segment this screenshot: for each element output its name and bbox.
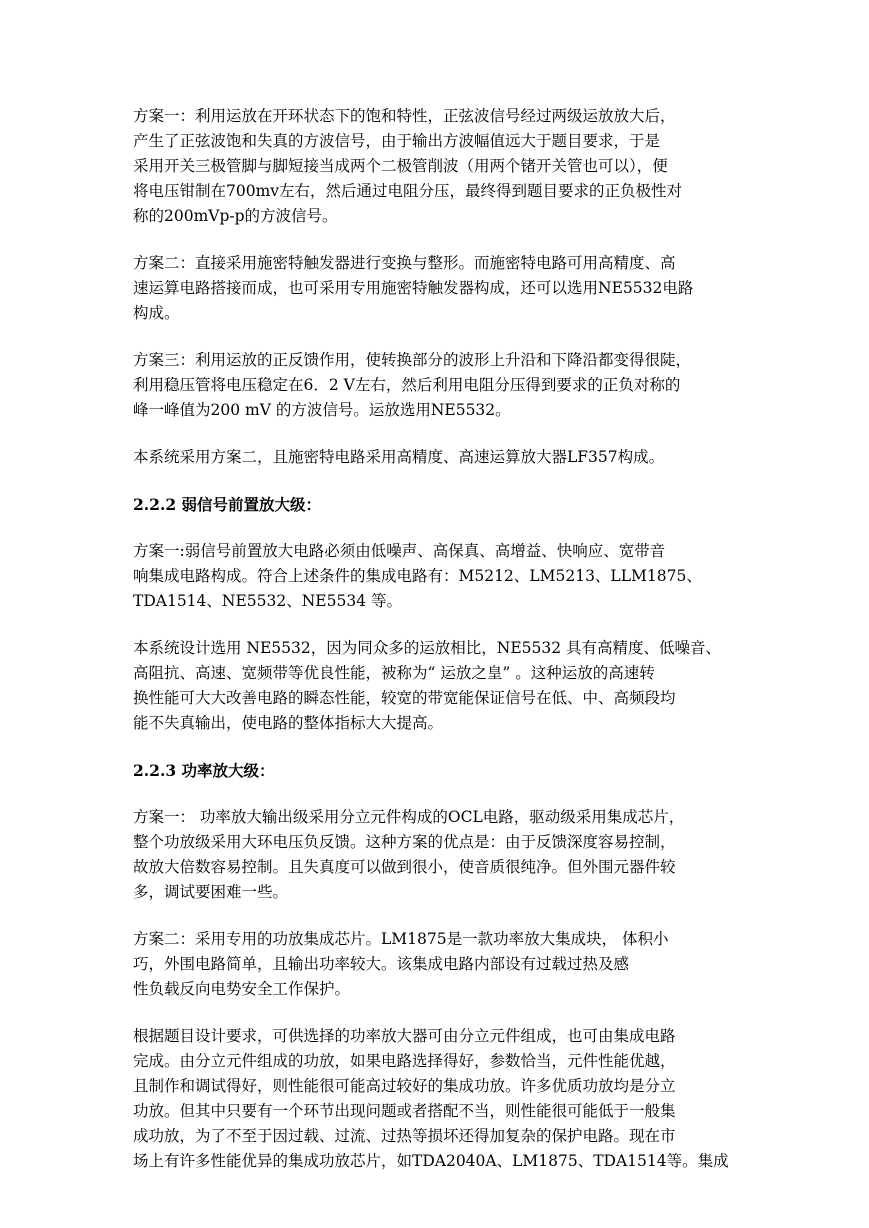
text-line: 采用开关三极管脚与脚短接当成两个二极管削波（用两个锗开关管也可以），便 <box>133 157 668 175</box>
text-line: 故放大倍数容易控制。且失真度可以做到很小，使音质很纯净。但外围元器件较 <box>133 858 676 876</box>
text-line: 能不失真输出，使电路的整体指标大大提高。 <box>133 714 444 732</box>
text-line: 将电压钳制在700mv左右，然后通过电阻分压，最终得到题目要求的正负极性对 <box>133 182 683 200</box>
text-line: 方案二：直接采用施密特触发器进行变换与整形。而施密特电路可用高精度、高 <box>133 254 676 272</box>
section-heading-2-2-3: 2.2.3 功率放大级： <box>133 761 275 780</box>
text-line: 成功放，为了不至于因过载、过流、过热等损坏还得加复杂的保护电路。现在市 <box>133 1127 676 1145</box>
text-line: 响集成电路构成。符合上述条件的集成电路有：M5212、LM5213、LLM1875、 <box>133 567 702 585</box>
section-heading-2-2-2: 2.2.2 弱信号前置放大级： <box>133 495 322 514</box>
paragraph-power-scheme-1 <box>133 805 738 905</box>
paragraph-scheme-1 <box>133 104 738 229</box>
paragraph-preamp-scheme-1 <box>133 539 738 614</box>
text-line: 高阻抗、高速、宽频带等优良性能，被称为“ 运放之皇” 。这种运放的高速转 <box>133 664 655 682</box>
text-line: TDA1514、NE5532、NE5534 等。 <box>133 592 402 610</box>
document-body <box>133 104 738 1196</box>
text-line: 构成。 <box>133 304 180 322</box>
text-line: 功放。但其中只要有一个环节出现问题或者搭配不当，则性能很可能低于一般集 <box>133 1102 676 1120</box>
text-line: 峰一峰值为200 mV 的方波信号。运放选用NE5532。 <box>133 401 511 419</box>
text-line: 方案三：利用运放的正反馈作用，使转换部分的波形上升沿和下降沿都变得很陡， <box>133 351 692 369</box>
paragraph-scheme-3 <box>133 348 738 423</box>
paragraph-scheme-2 <box>133 251 738 326</box>
text-line: 方案二：采用专用的功放集成芯片。LM1875是一款功率放大集成块， 体积小 <box>133 930 669 948</box>
text-line: 产生了正弦波饱和失真的方波信号，由于输出方波幅值远大于题目要求，于是 <box>133 132 661 150</box>
text-line: 场上有许多性能优异的集成功放芯片，如TDA2040A、LM1875、TDA1514等。集成 <box>133 1152 729 1170</box>
text-line: 且制作和调试得好，则性能很可能高过较好的集成功放。许多优质功放均是分立 <box>133 1077 676 1095</box>
paragraph-power-scheme-2 <box>133 927 738 1002</box>
text-line: 换性能可大大改善电路的瞬态性能，较宽的带宽能保证信号在低、中、高频段均 <box>133 689 676 707</box>
text-line: 本系统采用方案二，且施密特电路采用高精度、高速运算放大器LF357构成。 <box>133 448 665 466</box>
paragraph-conclusion <box>133 445 738 470</box>
text-line: 整个功放级采用大环电压负反馈。这种方案的优点是：由于反馈深度容易控制， <box>133 833 676 851</box>
paragraph-preamp-selection <box>133 636 738 736</box>
text-line: 性负载反向电势安全工作保护。 <box>133 980 351 998</box>
text-line: 方案一： 功率放大输出级采用分立元件构成的OCL电路，驱动级采用集成芯片， <box>133 808 685 826</box>
text-line: 方案一:弱信号前置放大电路必须由低噪声、高保真、高增益、快响应、宽带音 <box>133 542 666 560</box>
text-line: 速运算电路搭接而成，也可采用专用施密特触发器构成，还可以选用NE5532电路 <box>133 279 694 297</box>
text-line: 多，调试要困难一些。 <box>133 883 289 901</box>
text-line: 本系统设计选用 NE5532，因为同众多的运放相比，NE5532 具有高精度、低噪音、 <box>133 639 722 657</box>
text-line: 称的200mVp-p的方波信号。 <box>133 207 338 225</box>
text-line: 方案一：利用运放在开环状态下的饱和特性，正弦波信号经过两级运放放大后， <box>133 107 676 125</box>
text-line: 完成。由分立元件组成的功放，如果电路选择得好，参数恰当，元件性能优越， <box>133 1052 676 1070</box>
text-line: 根据题目设计要求，可供选择的功率放大器可由分立元件组成，也可由集成电路 <box>133 1027 676 1045</box>
text-line: 巧，外围电路简单，且输出功率较大。该集成电路内部设有过载过热及感 <box>133 955 630 973</box>
text-line: 利用稳压管将电压稳定在6．2 V左右，然后利用电阻分压得到要求的正负对称的 <box>133 376 681 394</box>
paragraph-power-discussion <box>133 1024 738 1174</box>
